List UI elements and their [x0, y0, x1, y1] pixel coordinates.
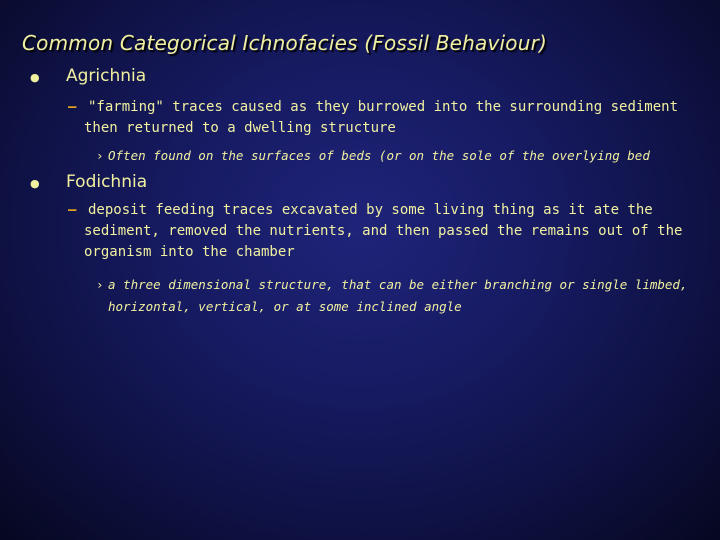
section-note-agrichnia — [96, 145, 716, 167]
dash-bullet-icon: – — [68, 202, 77, 218]
slide-title: Common Categorical Ichnofacies (Fossil Behaviour) — [22, 31, 548, 55]
section-note-text: Often found on the surfaces of beds (or on the sole of the overlying bed — [108, 148, 650, 163]
section-description-agrichnia — [68, 97, 708, 139]
section-note-text: a three dimensional structure, that can be either branching or single limbed, horizontal, vertical, or at some inclined angle — [108, 277, 688, 314]
section-heading-label: Fodichnia — [66, 172, 148, 192]
arrow-bullet-icon: › — [96, 148, 104, 163]
bullet-dot-icon: ● — [30, 71, 40, 84]
dash-bullet-icon: – — [68, 99, 77, 115]
section-heading-label: Agrichnia — [66, 66, 147, 86]
bullet-dot-icon: ● — [30, 177, 40, 190]
section-description-text: "farming" traces caused as they burrowed into the surrounding sediment then returned to a dwelling structure — [84, 99, 679, 136]
section-note-fodichnia — [96, 274, 716, 318]
arrow-bullet-icon: › — [96, 277, 104, 292]
section-description-fodichnia — [68, 200, 708, 263]
section-description-text: deposit feeding traces excavated by some living thing as it ate the sediment, removed the nutrients, and then passed the remains out of the organism into the chamber — [84, 202, 683, 260]
